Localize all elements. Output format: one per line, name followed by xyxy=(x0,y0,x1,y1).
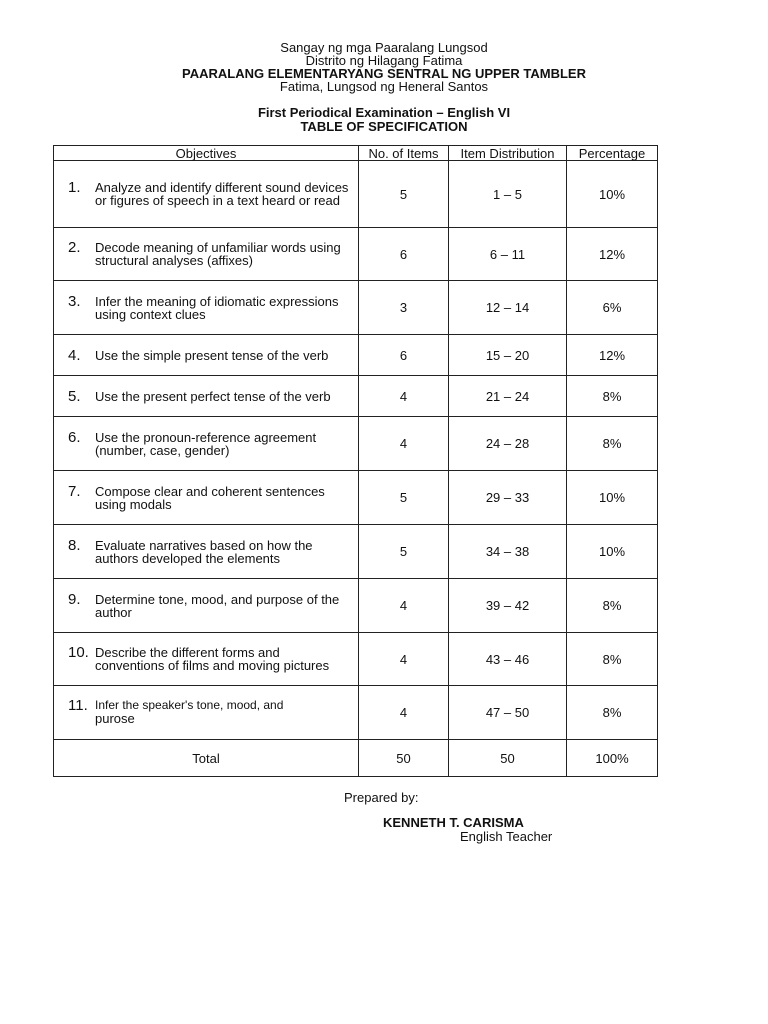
percentage-cell: 10% xyxy=(567,161,658,228)
table-row xyxy=(54,525,658,579)
objective-cell xyxy=(54,525,359,579)
table-row xyxy=(54,417,658,471)
objective-cell xyxy=(54,376,359,417)
objective-cell xyxy=(54,579,359,633)
objective-text-line: Infer the speaker's tone, mood, and xyxy=(95,698,284,712)
objective-cell xyxy=(54,633,359,686)
items-cell: 3 xyxy=(359,281,449,335)
objective-number: 2. xyxy=(68,239,81,256)
column-header-distribution: Item Distribution xyxy=(449,146,567,161)
total-distribution: 50 xyxy=(449,740,567,777)
percentage-cell: 6% xyxy=(567,281,658,335)
items-cell: 6 xyxy=(359,335,449,376)
district-line: Distrito ng Hilagang Fatima xyxy=(305,53,463,68)
column-header-objectives: Objectives xyxy=(54,146,359,161)
table-row xyxy=(54,579,658,633)
distribution-cell: 34 – 38 xyxy=(449,525,567,579)
distribution-cell: 29 – 33 xyxy=(449,471,567,525)
percentage-cell: 12% xyxy=(567,228,658,281)
objective-number: 6. xyxy=(68,428,81,446)
exam-title: First Periodical Examination – English VI xyxy=(257,105,511,120)
objective-text: Determine tone, mood, and purpose of the author xyxy=(95,591,340,620)
table-row xyxy=(54,228,658,281)
objective-text: Use the simple present tense of the verb xyxy=(95,347,329,363)
objective-text: Evaluate narratives based on how the authors developed the elements xyxy=(95,537,313,566)
objective-cell xyxy=(54,686,359,740)
objective-text-continuation: purose xyxy=(95,711,135,726)
prepared-by-label: Prepared by: xyxy=(344,790,419,805)
percentage-cell: 8% xyxy=(567,417,658,471)
table-row xyxy=(54,633,658,686)
percentage-cell: 10% xyxy=(567,471,658,525)
distribution-cell: 39 – 42 xyxy=(449,579,567,633)
items-cell: 5 xyxy=(359,525,449,579)
objective-number: 7. xyxy=(68,482,81,500)
items-cell: 4 xyxy=(359,376,449,417)
objective-cell xyxy=(54,281,359,335)
distribution-cell: 1 – 5 xyxy=(449,161,567,228)
school-name: PAARALANG ELEMENTARYANG SENTRAL NG UPPER TAMBLER xyxy=(182,66,586,81)
items-cell: 4 xyxy=(359,579,449,633)
items-cell: 4 xyxy=(359,686,449,740)
document-header xyxy=(0,41,768,93)
objective-number: 1. xyxy=(68,179,81,196)
objective-number: 9. xyxy=(68,590,81,608)
objective-number: 8. xyxy=(68,536,81,554)
percentage-cell: 8% xyxy=(567,579,658,633)
objective-cell xyxy=(54,161,359,228)
table-row xyxy=(54,281,658,335)
school-address: Fatima, Lungsod ng Heneral Santos xyxy=(279,79,489,94)
percentage-cell: 8% xyxy=(567,686,658,740)
distribution-cell: 12 – 14 xyxy=(449,281,567,335)
objective-text xyxy=(95,699,352,726)
division-line: Sangay ng mga Paaralang Lungsod xyxy=(280,40,488,55)
column-header-percentage: Percentage xyxy=(567,146,658,161)
items-cell: 5 xyxy=(359,161,449,228)
specification-table xyxy=(53,145,658,777)
objective-cell xyxy=(54,417,359,471)
objective-text: Use the present perfect tense of the verb xyxy=(95,388,331,404)
distribution-cell: 43 – 46 xyxy=(449,633,567,686)
percentage-cell: 12% xyxy=(567,335,658,376)
total-items: 50 xyxy=(359,740,449,777)
objective-number: 11. xyxy=(68,697,88,714)
table-row xyxy=(54,376,658,417)
objective-text: Use the pronoun-reference agreement (number, case, gender) xyxy=(95,429,317,458)
table-row xyxy=(54,161,658,228)
items-cell: 6 xyxy=(359,228,449,281)
items-cell: 5 xyxy=(359,471,449,525)
total-label: Total xyxy=(54,740,359,777)
objective-number: 10. xyxy=(68,644,89,661)
objective-text: Compose clear and coherent sentences using modals xyxy=(95,483,325,512)
objective-number: 4. xyxy=(68,346,81,364)
distribution-cell: 21 – 24 xyxy=(449,376,567,417)
objective-text: Decode meaning of unfamiliar words using structural analyses (affixes) xyxy=(95,240,341,268)
exam-title-block xyxy=(0,106,768,134)
items-cell: 4 xyxy=(359,417,449,471)
distribution-cell: 15 – 20 xyxy=(449,335,567,376)
percentage-cell: 8% xyxy=(567,376,658,417)
table-row xyxy=(54,335,658,376)
distribution-cell: 47 – 50 xyxy=(449,686,567,740)
exam-subtitle: TABLE OF SPECIFICATION xyxy=(300,119,468,134)
objective-text: Describe the different forms and conventions of films and moving pictures xyxy=(95,645,330,673)
table-header-row xyxy=(54,146,658,161)
table-row xyxy=(54,686,658,740)
items-cell: 4 xyxy=(359,633,449,686)
distribution-cell: 24 – 28 xyxy=(449,417,567,471)
percentage-cell: 8% xyxy=(567,633,658,686)
objective-cell xyxy=(54,335,359,376)
total-row xyxy=(54,740,658,777)
objective-number: 5. xyxy=(68,387,81,405)
teacher-role: English Teacher xyxy=(460,829,553,844)
table-row xyxy=(54,471,658,525)
teacher-name: KENNETH T. CARISMA xyxy=(383,815,524,830)
objective-cell xyxy=(54,471,359,525)
total-percentage: 100% xyxy=(567,740,658,777)
column-header-items: No. of Items xyxy=(359,146,449,161)
objective-cell xyxy=(54,228,359,281)
percentage-cell: 10% xyxy=(567,525,658,579)
distribution-cell: 6 – 11 xyxy=(449,228,567,281)
objective-number: 3. xyxy=(68,292,81,310)
objective-text: Infer the meaning of idiomatic expressions using context clues xyxy=(95,293,339,322)
objective-text: Analyze and identify different sound devices or figures of speech in a text heard or read xyxy=(95,180,349,208)
